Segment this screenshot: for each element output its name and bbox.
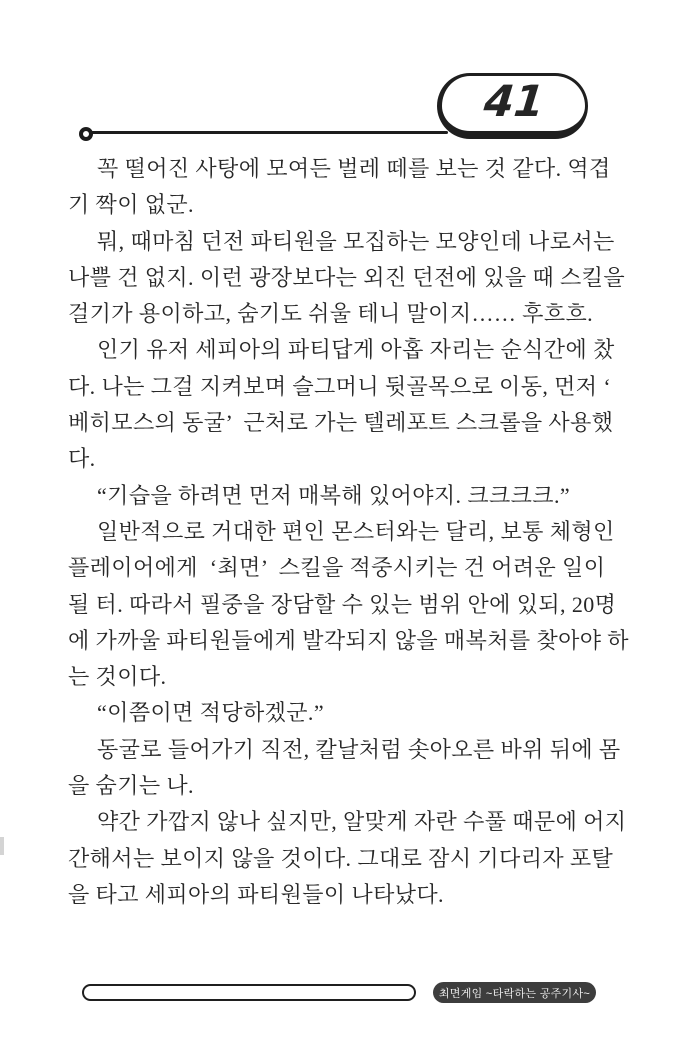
- body-line: “이쯤이면 적당하겠군.”: [97, 700, 324, 726]
- footer-series-badge: [433, 982, 596, 1003]
- series-title: 최면게임 ~타락하는 공주기사~: [438, 987, 591, 1000]
- page-number: 41: [481, 76, 547, 127]
- body-text: [68, 151, 629, 913]
- scan-artifact: [0, 837, 4, 855]
- leader-line-end-ring: [79, 127, 93, 141]
- body-line: 꼭 떨어진 사탕에 모여든 벌레 떼를 보는 것 같다. 역겹: [97, 156, 611, 181]
- body-line: 될 터. 따라서 필중을 장담할 수 있는 범위 안에 있되, 20명: [68, 591, 617, 617]
- body-line: 일반적으로 거대한 편인 몬스터와는 달리, 보통 체형인: [97, 518, 615, 544]
- body-line: 에 가까울 파티원들에게 발각되지 않을 매복처를 찾아야 하: [68, 627, 629, 653]
- body-line: 나쁠 건 없지. 이런 광장보다는 외진 던전에 있을 때 스킬을: [68, 264, 625, 290]
- body-line: 베히모스의 동굴’ 근처로 가는 텔레포트 스크롤을 사용했: [68, 410, 614, 436]
- footer-chapter-pill: [82, 984, 416, 1001]
- body-line: 간해서는 보이지 않을 것이다. 그대로 잠시 기다리자 포탈: [68, 845, 614, 871]
- body-line: 을 숨기는 나.: [68, 773, 194, 799]
- body-line: 을 타고 세피아의 파티원들이 나타났다.: [68, 881, 444, 907]
- body-line: 는 것이다.: [68, 664, 167, 690]
- body-line: “기습을 하려면 먼저 매복해 있어야지. 크크크크.”: [97, 482, 571, 508]
- body-line: 기 짝이 없군.: [68, 192, 194, 218]
- body-line: 플레이어에게 ‘최면’ 스킬을 적중시키는 건 어려운 일이: [68, 555, 606, 581]
- body-line: 뭐, 때마침 던전 파티원을 모집하는 모양인데 나로서는: [97, 228, 615, 254]
- body-line: 걸기가 용이하고, 숨기도 쉬울 테니 말이지…… 후흐흐.: [68, 301, 594, 327]
- body-line: 약간 가깝지 않나 싶지만, 알맞게 자란 수풀 때문에 어지: [97, 809, 627, 835]
- body-line: 다. 나는 그걸 지켜보며 슬그머니 뒷골목으로 이동, 먼저 ‘: [68, 373, 612, 399]
- header-leader-line: [90, 131, 448, 134]
- body-line: 동굴로 들어가기 직전, 칼날처럼 솟아오른 바위 뒤에 몸: [97, 736, 621, 762]
- page-number-box: [437, 73, 588, 139]
- body-line: 다.: [68, 446, 96, 472]
- body-line: 인기 유저 세피아의 파티답게 아홉 자리는 순식간에 찼: [97, 337, 615, 363]
